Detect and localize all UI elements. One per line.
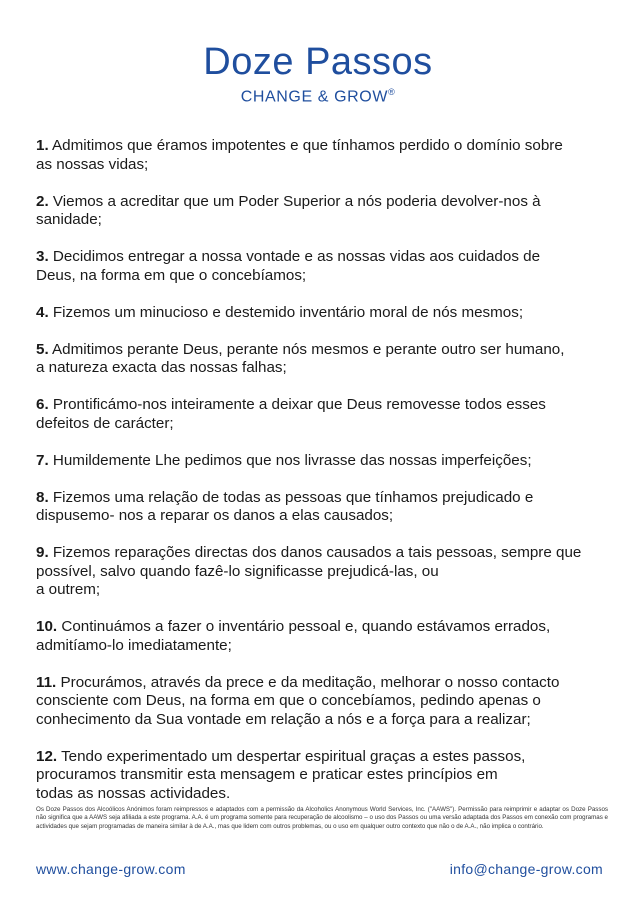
- page-title: Doze Passos: [203, 41, 433, 83]
- step-text: Tendo experimentado um despertar espiritual graças a estes passos, procuramos transmitir esta mensagem e praticar estes princípios em todas as nossas actividades.: [36, 747, 526, 802]
- email-link[interactable]: info@change-grow.com: [449, 861, 603, 877]
- step-text: Admitimos que éramos impotentes e que tínhamos perdido o domínio sobre as nossas vidas;: [36, 137, 563, 173]
- step-12: [36, 748, 616, 804]
- step-text: Admitimos perante Deus, perante nós mesmos e perante outro ser humano, a natureza exacta das nossas falhas;: [36, 340, 565, 376]
- step-number: 10.: [36, 618, 58, 635]
- step-text: Fizemos uma relação de todas as pessoas que tínhamos prejudicado e dispusemo- nos a reparar os danos a elas causados;: [36, 488, 534, 524]
- subtitle-text: CHANGE & GROW: [240, 88, 389, 106]
- steps-list: [36, 137, 616, 822]
- step-number: 6.: [36, 396, 49, 413]
- step-number: 2.: [36, 192, 49, 210]
- step-text: Continuámos a fazer o inventário pessoal e, quando estávamos errados, admitíamo-lo imediatamente;: [36, 618, 551, 654]
- step-number: 1.: [36, 137, 49, 154]
- header: [0, 40, 636, 106]
- step-text: Procurámos, através da prece e da meditação, melhorar o nosso contacto consciente com Deus, na forma em que o concebíamos, pedindo apenas o conhecimento da Sua vontade em relação a nós e a força para a realizar;: [36, 673, 560, 728]
- step-4: [36, 304, 616, 323]
- step-number: 7.: [36, 451, 49, 469]
- step-1: [36, 137, 616, 174]
- step-text: Fizemos um minucioso e destemido inventário moral de nós mesmos;: [48, 303, 524, 321]
- step-number: 12.: [36, 747, 58, 765]
- step-number: 11.: [36, 673, 57, 691]
- step-2: [36, 193, 616, 230]
- subtitle: [0, 87, 636, 106]
- step-text: Humildemente Lhe pedimos que nos livrasse das nossas imperfeições;: [48, 451, 532, 469]
- step-text: Viemos a acreditar que um Poder Superior a nós poderia devolver-nos à sanidade;: [36, 192, 541, 228]
- step-text: Prontificámo-nos inteiramente a deixar que Deus removesse todos esses defeitos de carácter;: [36, 396, 546, 432]
- step-number: 9.: [36, 544, 49, 561]
- step-number: 3.: [36, 248, 49, 265]
- step-7: [36, 452, 616, 471]
- step-10: [36, 618, 616, 655]
- step-11: [36, 674, 616, 730]
- website-link[interactable]: www.change-grow.com: [36, 861, 186, 877]
- step-number: 4.: [36, 303, 49, 321]
- step-9: [36, 544, 616, 600]
- step-text: Fizemos reparações directas dos danos causados a tais pessoas, sempre que possível, salvo quando fazê-lo significasse prejudicá-las, ou a outrem;: [36, 544, 582, 598]
- step-6: [36, 396, 616, 433]
- step-3: [36, 248, 616, 285]
- step-number: 5.: [36, 340, 49, 358]
- disclaimer: Os Doze Passos dos Alcoólicos Anónimos foram reimpressos e adaptados com a permissão da Alcoholics Anonymous World Services, Inc. ("AAWS"). Permissão para reimprimir e adaptar os Doze Passos não significa que a AAWS seja afiliada a este programa. A.A. é um programa somente para recuperação de alcoolismo – o uso dos Passos ou uma versão adaptada dos Passos em conexão com programas e actividades que sejam programadas de maneira similar à de A.A., mas que lidem com outros problemas, ou o uso em qualquer outro contexto que não o de A.A., não implica o contrário.: [36, 806, 608, 830]
- step-5: [36, 341, 616, 378]
- step-8: [36, 489, 616, 526]
- step-text: Decidimos entregar a nossa vontade e as nossas vidas aos cuidados de Deus, na forma em que o concebíamos;: [36, 248, 541, 284]
- step-number: 8.: [36, 488, 49, 506]
- registered-mark: ®: [388, 87, 396, 97]
